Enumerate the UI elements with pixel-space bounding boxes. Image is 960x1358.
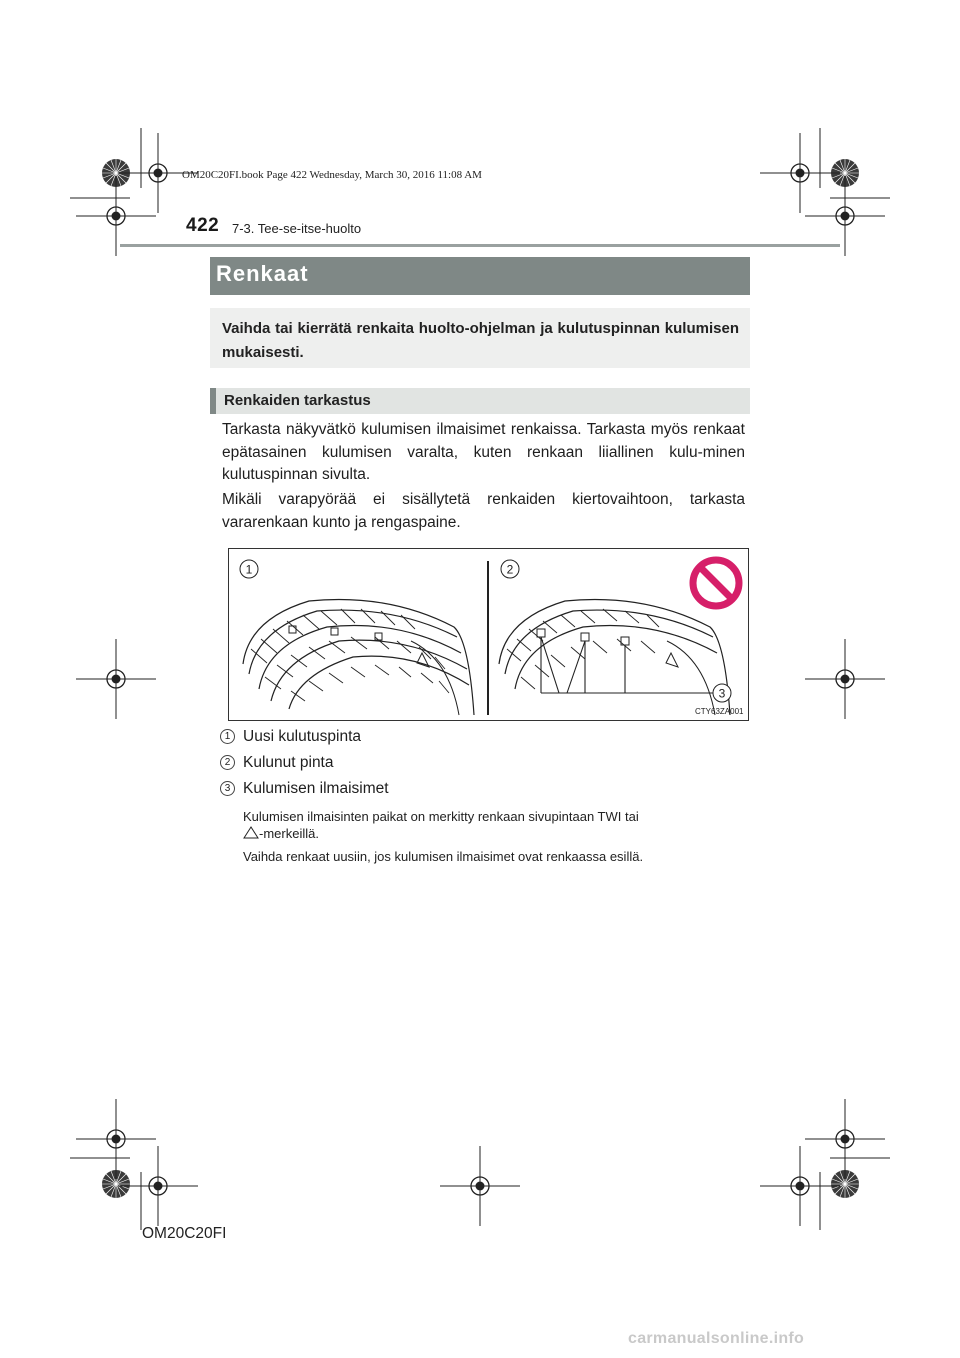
svg-text:1: 1 [245,562,253,577]
header-rule [120,244,840,247]
paragraph-2: Mikäli varapyörää ei sisällytetä renkaiden kiertovaihtoon, tarkasta vararenkaan kunto ja rengaspaine. [222,491,745,531]
title-bar [210,257,750,295]
note-1b: -merkeillä. [243,825,319,842]
note-1a: Kulumisen ilmaisinten paikat on merkitty renkaan sivupintaan TWI tai [243,809,639,824]
svg-text:2: 2 [506,562,514,577]
svg-text:3: 3 [718,686,726,701]
callout-3 [713,684,731,702]
page-title: Renkaat [216,261,309,286]
subsection-header [210,388,750,414]
triangle-mark-icon [243,826,259,839]
section-header: 7-3. Tee-se-itse-huolto [232,221,362,236]
legend-item-2: 2 Kulunut pinta [220,754,334,772]
legend-item-3: 3 Kulumisen ilmaisimet [220,780,389,798]
tire-illustration [229,549,748,720]
prohibition-icon [693,560,739,606]
page-number: 422 [186,215,220,236]
intro-text: Vaihda tai kierrätä renkaita huolto-ohjelman ja kulutuspinnan kulumisen mukaisesti. [222,320,739,361]
footer-code: OM20C20FI [142,1225,227,1242]
tire-wear-figure [228,548,749,721]
watermark: carmanualsonline.info [628,1330,805,1347]
intro-box [210,308,750,368]
callout-1 [240,560,258,578]
note-2: Vaihda renkaat uusiin, jos kulumisen ilmaisimet ovat renkaassa esillä. [243,849,644,864]
legend-item-1: 1 Uusi kulutuspinta [220,728,361,746]
figure-code: CTY63ZA001 [695,707,744,716]
callout-2 [501,560,519,578]
subsection-title: Renkaiden tarkastus [224,392,371,409]
print-info-line: OM20C20FI.book Page 422 Wednesday, March 30, 2016 11:08 AM [182,169,482,181]
paragraph-1: Tarkasta näkyvätkö kulumisen ilmaisimet renkaissa. Tarkasta myös renkaat epätasainen kulumisen varalta, kuten renkaan liiallinen kulu-minen kulutuspinnan sivulta. [222,421,745,483]
